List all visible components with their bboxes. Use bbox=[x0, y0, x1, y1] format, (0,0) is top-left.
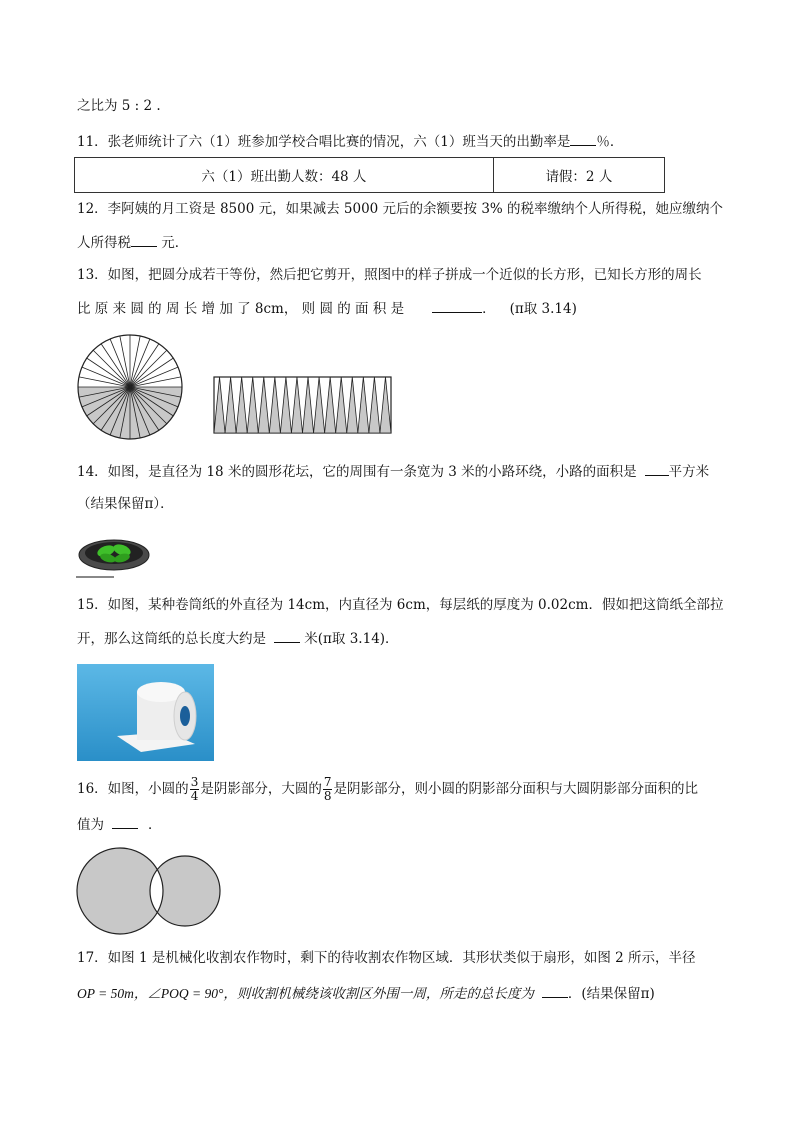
circle-spokes bbox=[78, 335, 182, 439]
leave-cell: 请假：2 人 bbox=[493, 158, 664, 193]
question-14: 14．如图，是直径为 18 米的圆形花坛，它的周围有一条宽为 3 米的小路环绕，小路的面积是 平方米 bbox=[77, 461, 709, 482]
answer-blank[interactable] bbox=[570, 131, 596, 146]
question-17-cont: OP = 50m，∠POQ = 90°，则收割机械绕该收割区外围一周，所走的总长度为 ．(结果保留π) bbox=[77, 983, 655, 1004]
question-14-cont: （结果保留π）． bbox=[77, 496, 174, 512]
answer-blank[interactable] bbox=[131, 232, 157, 247]
question-13: 13．如图，把圆分成若干等份，然后把它剪开，照图中的样子拼成一个近似的长方形，已知长方形的周长 bbox=[77, 267, 702, 283]
question-17: 17．如图 1 是机械化收割农作物时，剩下的待收割农作物区域．其形状类似于扇形，如图 2 所示，半径 bbox=[77, 950, 696, 966]
question-16-cont: 值为 ． bbox=[77, 814, 162, 835]
answer-blank[interactable] bbox=[645, 461, 669, 476]
fraction-large: $\frac{7}{8}$ bbox=[323, 775, 332, 803]
rearranged-rectangle-figure bbox=[213, 376, 393, 434]
question-13-cont: 比 原 来 圆 的 周 长 增 加 了 8cm， 则 圆 的 面 积 是 ． (π取 3.14) bbox=[77, 298, 577, 319]
answer-blank[interactable] bbox=[432, 298, 482, 313]
question-16: 16．如图，小圆的 $\frac{3}{4}$ 是阴影部分，大圆的 $\frac{7}{8}$ 是阴影部分，则小圆的阴影部分面积与大圆阴影部分面积的比 bbox=[77, 775, 698, 803]
answer-blank[interactable] bbox=[274, 628, 300, 643]
question-11: 11．张老师统计了六（1）班参加学校合唱比赛的情况，六（1）班当天的出勤率是 ％． bbox=[77, 131, 623, 152]
question-12-cont: 人所得税 元． bbox=[77, 232, 188, 253]
divided-circle-figure bbox=[75, 332, 185, 442]
attendance-cell: 六（1）班出勤人数：48 人 bbox=[75, 158, 494, 193]
attendance-table bbox=[74, 157, 665, 193]
fraction-small: $\frac{3}{4}$ bbox=[190, 775, 199, 803]
question-15: 15．如图，某种卷筒纸的外直径为 14cm，内直径为 6cm，每层纸的厚度为 0.02cm．假如把这筒纸全部拉 bbox=[77, 597, 724, 613]
answer-blank[interactable] bbox=[112, 814, 138, 829]
question-15-cont: 开，那么这筒纸的总长度大约是 米(π取 3.14)． bbox=[77, 628, 399, 649]
toilet-paper-roll-image bbox=[77, 664, 214, 761]
flower-bed-image bbox=[76, 533, 156, 579]
question-12: 12．李阿姨的月工资是 8500 元，如果减去 5000 元后的余额要按 3% 的税率缴纳个人所得税，她应缴纳个 bbox=[77, 201, 724, 217]
text-line: 之比为 5 : 2 . bbox=[77, 98, 161, 114]
overlapping-circles-figure bbox=[75, 846, 223, 936]
answer-blank[interactable] bbox=[542, 983, 568, 998]
